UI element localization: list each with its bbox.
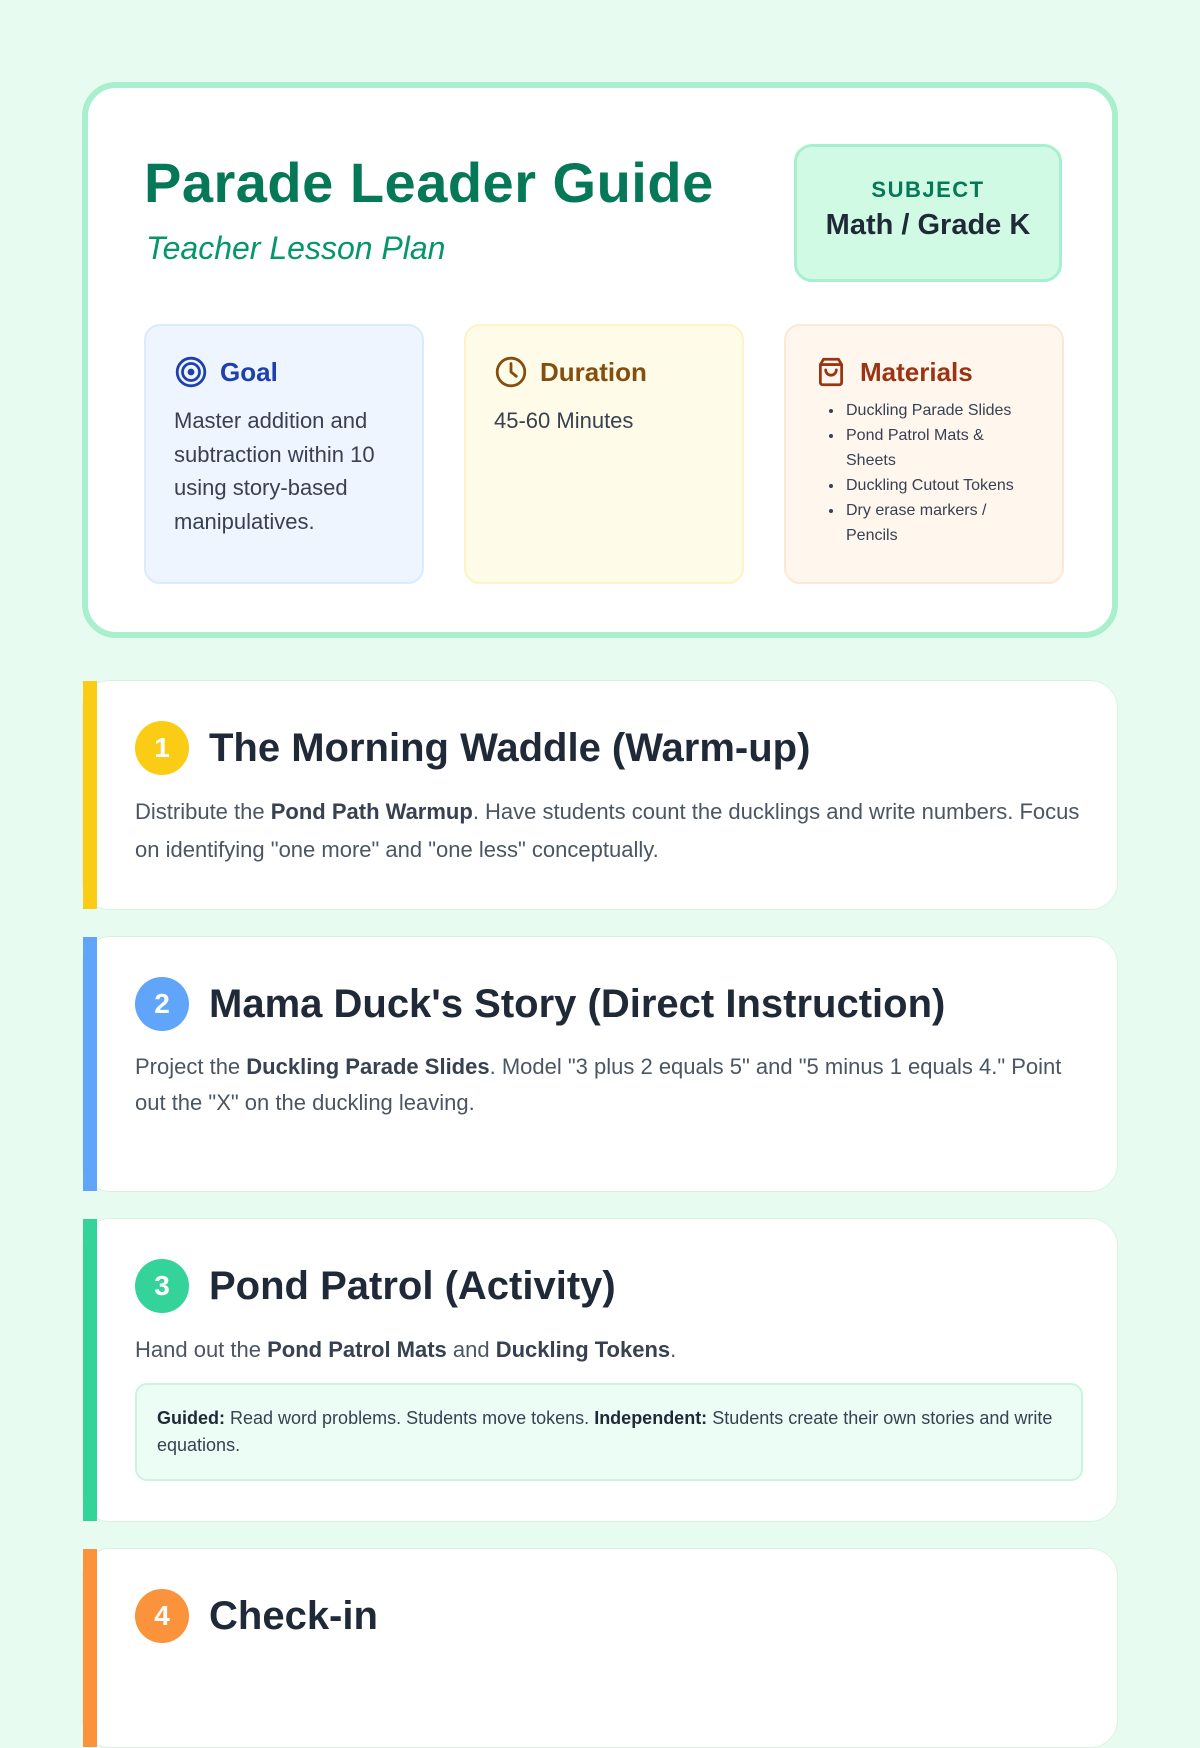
shopping-bag-icon [814,355,848,389]
step-title: The Morning Waddle (Warm-up) [209,725,811,770]
step-description: Distribute the Pond Path Warmup. Have students count the ducklings and write numbers. Focus on identifying "one more" and "one less" conceptually. [135,799,1080,862]
clock-icon [494,355,528,389]
page-subtitle: Teacher Lesson Plan [146,230,446,266]
duration-text: 45-60 Minutes [494,408,634,433]
materials-header [814,354,1038,390]
target-icon [174,355,208,389]
guided-label: Guided: [157,1408,225,1428]
step-title: Check-in [209,1593,378,1638]
duration-title: Duration [540,356,647,387]
material-name: Duckling Parade Slides [246,1054,490,1079]
step-card-1 [82,680,1118,910]
list-item: • Duckling Cutout Tokens [844,473,1038,498]
material-name: Pond Patrol Mats [267,1337,447,1362]
materials-title: Materials [860,356,973,387]
duration-header [494,354,718,390]
list-item: • Duckling Parade Slides [844,398,1038,423]
subject-badge [794,144,1062,282]
step-header [135,721,810,775]
step-title: Mama Duck's Story (Direct Instruction) [209,981,946,1026]
step-card-2 [82,936,1118,1192]
step-description: Project the Duckling Parade Slides. Model "3 plus 2 equals 5" and "5 minus 1 equals 4." Point out the "X" on the duckling leaving. [135,1054,1062,1115]
goal-header [174,354,398,390]
step-number-badge: 4 [135,1589,189,1643]
step-header [135,1589,378,1643]
step-number-badge: 2 [135,977,189,1031]
step-header [135,977,945,1031]
page-title: Parade Leader Guide [144,151,714,214]
step-description: Hand out the Pond Patrol Mats and Duckling Tokens. [135,1337,677,1362]
step-card-3 [82,1218,1118,1522]
step-accent-bar [83,937,97,1191]
step-accent-bar [83,681,97,909]
subject-value: Math / Grade K [825,209,1031,241]
step-card-4 [82,1548,1118,1748]
goal-title: Goal [220,356,278,387]
list-item: • Dry erase markers / Pencils [844,498,1038,548]
lesson-header-card [82,82,1118,638]
goal-box [144,324,424,584]
subject-label: SUBJECT [871,177,985,202]
step-accent-bar [83,1549,97,1747]
step-number-badge: 1 [135,721,189,775]
materials-list [814,398,1038,548]
step-header [135,1259,616,1313]
independent-label: Independent: [594,1408,708,1428]
material-name: Duckling Tokens [495,1337,671,1362]
step-number-badge: 3 [135,1259,189,1313]
step-title: Pond Patrol (Activity) [209,1263,616,1308]
duration-box [464,324,744,584]
materials-box [784,324,1064,584]
list-item: • Pond Patrol Mats & Sheets [844,423,1038,473]
material-name: Pond Path Warmup [270,799,473,824]
step-accent-bar [83,1219,97,1521]
activity-tip-box: Guided: Read word problems. Students move tokens. Independent: Students create their own stories and write equations. [135,1383,1083,1481]
goal-text: Master addition and subtraction within 10 using story-based manipulatives. [174,408,375,534]
